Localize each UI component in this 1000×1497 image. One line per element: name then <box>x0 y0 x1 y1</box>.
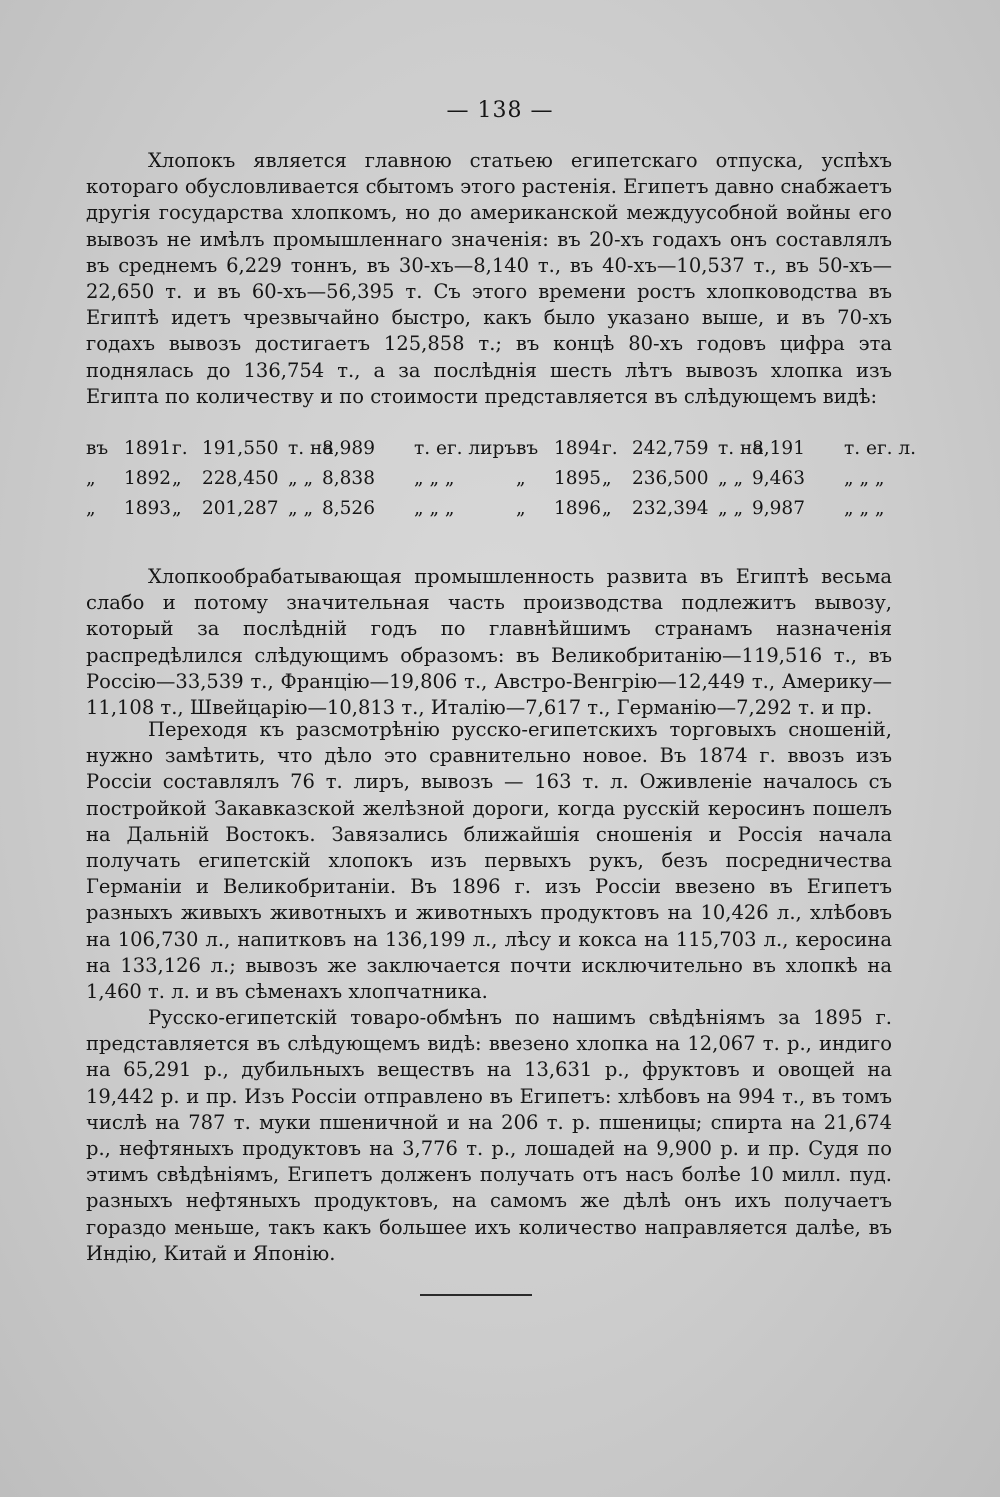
row-year-mark: „ <box>602 498 612 519</box>
row-value: 8,191 <box>752 438 805 459</box>
row-lead: „ <box>86 468 96 489</box>
row-year: 1895 <box>554 468 602 489</box>
page-number: — 138 — <box>446 98 554 123</box>
row-quantity: 236,500 <box>632 468 709 489</box>
row-year-mark: „ <box>172 498 182 519</box>
row-currency: „ „ „ <box>844 468 885 489</box>
row-currency: „ „ „ <box>844 498 885 519</box>
row-unit: т. на <box>288 438 334 459</box>
row-unit: „ „ <box>718 498 744 519</box>
row-year: 1894 <box>554 438 602 459</box>
row-unit: „ „ <box>288 498 314 519</box>
row-year: 1892 <box>124 468 172 489</box>
row-quantity: 242,759 <box>632 438 709 459</box>
row-year-mark: „ <box>172 468 182 489</box>
row-quantity: 191,550 <box>202 438 279 459</box>
row-year-mark: г. <box>602 438 618 459</box>
row-currency: т. ег. лиръ. <box>414 438 522 459</box>
row-currency: „ „ „ <box>414 468 455 489</box>
row-year: 1893 <box>124 498 172 519</box>
row-unit: „ „ <box>718 468 744 489</box>
row-lead: въ <box>516 438 539 459</box>
row-lead: „ <box>516 468 526 489</box>
row-quantity: 228,450 <box>202 468 279 489</box>
row-year-mark: г. <box>172 438 188 459</box>
row-currency: т. ег. л. <box>844 438 917 459</box>
row-year-mark: „ <box>602 468 612 489</box>
row-currency: „ „ „ <box>414 498 455 519</box>
row-lead: „ <box>86 498 96 519</box>
paragraph-cotton-processing: Хлопкообрабатывающая промышленность развита въ Египтѣ весьма слабо и потому значительная часть производства подлежитъ вывозу, который за послѣдній годъ по главнѣйшимъ странамъ назначенія распредѣлился слѣдующимъ образомъ: въ Великобританію—119,516 т., въ Россію—33,539 т., Францію—19,806 т., Австро-Венгрію—12,449 т., Америку—11,108 т., Швейцарію—10,813 т., Италію—7,617 т., Германію—7,292 т. и пр. <box>86 565 892 720</box>
row-year: 1891 <box>124 438 172 459</box>
row-lead: въ <box>86 438 109 459</box>
paragraph-trade-1895: Русско-египетскій товаро-обмѣнъ по нашимъ свѣдѣніямъ за 1895 г. представляется въ слѣдующемъ видѣ: ввезено хлопка на 12,067 т. р., индиго на 65,291 р., дубильныхъ веществъ на 13,631 р., фруктовъ и овощей на 19,442 р. и пр. Изъ Россіи отправлено въ Египетъ: хлѣбовъ на 994 т., въ томъ числѣ на 787 т. муки пшеничной и на 206 т. р. пшеницы; спирта на 21,674 р., нефтяныхъ продуктовъ на 3,776 т. р., лошадей на 9,900 р. и пр. Судя по этимъ свѣдѣніямъ, Египетъ долженъ получать отъ насъ болѣе 10 милл. пуд. разныхъ нефтяныхъ продуктовъ, на самомъ же дѣлѣ онъ ихъ получаетъ гораздо меньше, такъ какъ большее ихъ количество направляется далѣе, въ Индію, Китай и Японію. <box>86 1006 892 1265</box>
closing-rule <box>420 1294 532 1296</box>
row-value: 9,987 <box>752 498 805 519</box>
row-value: 9,463 <box>752 468 805 489</box>
row-value: 8,989 <box>322 438 375 459</box>
row-unit: „ „ <box>288 468 314 489</box>
row-quantity: 201,287 <box>202 498 279 519</box>
paragraph-cotton-export: Хлопокъ является главною статьею египетскаго отпуска, успѣхъ котораго обусловливается сбытомъ этого растенія. Египетъ давно снабжаетъ другія государства хлопкомъ, но до американской междуусобной войны его вывозъ не имѣлъ промышленнаго значенія: въ 20-хъ годахъ онъ составлялъ въ среднемъ 6,229 тоннъ, въ 30-хъ—8,140 т., въ 40-хъ—10,537 т., въ 50-хъ—22,650 т. и въ 60-хъ—56,395 т. Съ этого времени ростъ хлопководства въ Египтѣ идетъ чрезвычайно быстро, какъ было указано выше, и въ 70-хъ годахъ вывозъ достигаетъ 125,858 т.; въ концѣ 80-хъ годовъ цифра эта поднялась до 136,754 т., а за послѣднія шесть лѣтъ вывозъ хлопка изъ Египта по количеству и по стоимости представляется въ слѣдующемъ видѣ: <box>86 149 892 408</box>
row-year: 1896 <box>554 498 602 519</box>
row-value: 8,526 <box>322 498 375 519</box>
row-unit: т. на <box>718 438 764 459</box>
paragraph-russian-egyptian-trade: Переходя къ разсмотрѣнію русско-египетскихъ торговыхъ сношеній, нужно замѣтить, что дѣло это сравнительно новое. Въ 1874 г. ввозъ изъ Россіи составлялъ 76 т. лиръ, вывозъ — 163 т. л. Оживленіе началось съ постройкой Закавказской желѣзной дороги, когда русскій керосинъ пошелъ на Дальній Востокъ. Завязались ближайшія сношенія и Россія начала получать египетскій хлопокъ изъ первыхъ рукъ, безъ посредничества Германіи и Великобританіи. Въ 1896 г. изъ Россіи ввезено въ Египетъ разныхъ живыхъ животныхъ и животныхъ продуктовъ на 10,426 л., хлѣбовъ на 106,730 л., напитковъ на 136,199 л., лѣсу и кокса на 115,703 л., керосина на 133,126 л.; вывозъ же заключается почти исключительно въ хлопкѣ на 1,460 т. л. и въ сѣменахъ хлопчатника. <box>86 718 892 1004</box>
row-lead: „ <box>516 498 526 519</box>
row-quantity: 232,394 <box>632 498 709 519</box>
row-value: 8,838 <box>322 468 375 489</box>
